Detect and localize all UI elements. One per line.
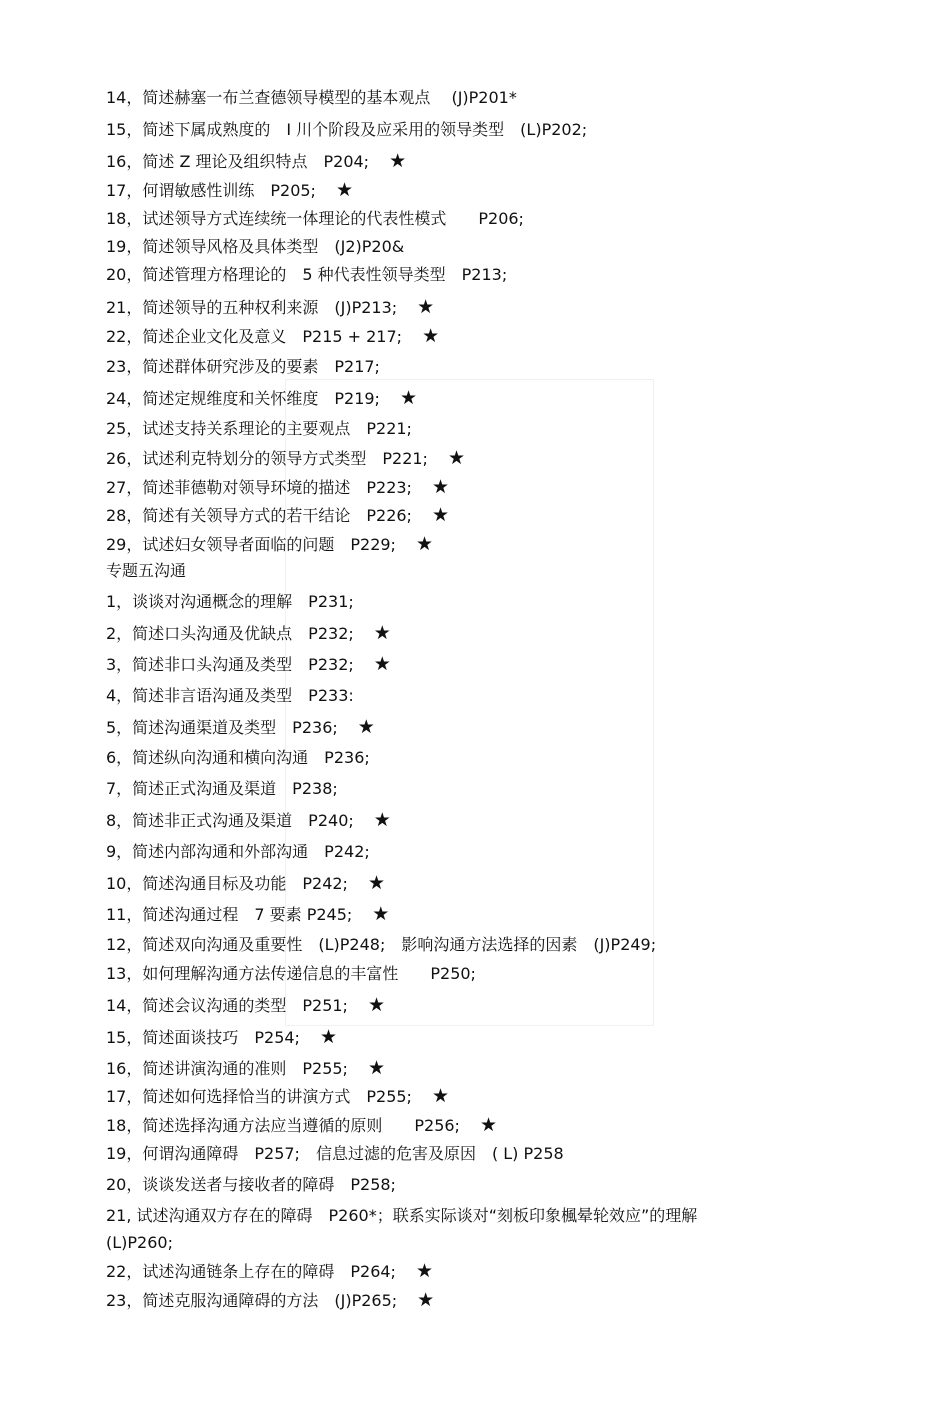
star-icon: ★ <box>431 1085 449 1107</box>
list-item <box>106 151 406 172</box>
star-icon: ★ <box>367 1057 385 1079</box>
star-icon: ★ <box>431 504 449 526</box>
star-icon: ★ <box>367 872 385 894</box>
list-item <box>106 1233 173 1253</box>
list-item-text: 19，何谓沟通障碍 P257; 信息过滤的危害及原因 ( L) P258 <box>106 1144 564 1163</box>
list-item <box>106 686 354 706</box>
list-item <box>106 505 449 526</box>
list-item-text: 14，简述会议沟通的类型 P251; <box>106 996 348 1015</box>
list-item-text: 10，简述沟通目标及功能 P242; <box>106 874 348 893</box>
star-icon: ★ <box>319 1026 337 1048</box>
list-item-text: 12，简述双向沟通及重要性 (L)P248; 影响沟通方法选择的因素 (J)P249; <box>106 935 657 954</box>
list-item <box>106 237 404 257</box>
list-item-text: 15，简述下属成熟度的 I 川个阶段及应采用的领导类型 (L)P202; <box>106 120 588 139</box>
list-item-text: 26，试述利克特划分的领导方式类型 P221; <box>106 449 428 468</box>
list-item <box>106 209 524 229</box>
list-item <box>106 964 476 984</box>
list-item-text: 18，试述领导方式连续统一体理论的代表性模式 P206; <box>106 209 524 228</box>
list-item-text: 4，简述非言语沟通及类型 P233: <box>106 686 354 705</box>
list-item-text: 19，简述领导风格及具体类型 (J2)P20& <box>106 237 405 256</box>
list-item <box>106 477 449 498</box>
list-item <box>106 623 391 644</box>
list-item <box>106 995 385 1016</box>
list-item-text: 20，谈谈发送者与接收者的障碍 P258; <box>106 1175 396 1194</box>
list-item-text: 20，简述管理方格理论的 5 种代表性领导类型 P213; <box>106 265 508 284</box>
list-item-text: 21, 试述沟通双方存在的障碍 P260*；联系实际谈对“刻板印象楓晕轮效应”的理解 <box>106 1206 698 1225</box>
star-icon: ★ <box>373 809 391 831</box>
list-item-text: 22，试述沟通链条上存在的障碍 P264; <box>106 1262 396 1281</box>
list-item-text: 27，简述菲德勒对领导环境的描述 P223; <box>106 478 412 497</box>
star-icon: ★ <box>372 903 390 925</box>
list-item <box>106 904 389 925</box>
star-icon: ★ <box>417 1289 435 1311</box>
list-item <box>106 1086 449 1107</box>
list-item-text: 21，简述领导的五种权利来源 (J)P213; <box>106 298 398 317</box>
list-item <box>106 654 391 675</box>
star-icon: ★ <box>417 296 435 318</box>
list-item-text: 23，简述克服沟通障碍的方法 (J)P265; <box>106 1291 398 1310</box>
list-item-text: 11，简述沟通过程 7 要素 P245; <box>106 905 353 924</box>
list-item <box>106 120 587 140</box>
star-icon: ★ <box>367 994 385 1016</box>
list-item-text: 16，简述 Z 理论及组织特点 P204; <box>106 152 370 171</box>
list-item-text: 8，简述非正式沟通及渠道 P240; <box>106 811 354 830</box>
star-icon: ★ <box>389 150 407 172</box>
list-item-text: 28，简述有关领导方式的若干结论 P226; <box>106 506 412 525</box>
list-item-text: 14，简述赫塞一布兰查德领导模型的基本观点 (J)P201* <box>106 88 517 107</box>
list-item-text: 29，试述妇女领导者面临的问题 P229; <box>106 535 396 554</box>
star-icon: ★ <box>447 447 465 469</box>
star-icon: ★ <box>415 533 433 555</box>
list-item-text: 18，简述选择沟通方法应当遵循的原则 P256; <box>106 1116 460 1135</box>
list-item <box>106 1290 434 1311</box>
list-item-text: 7，简述正式沟通及渠道 P238; <box>106 779 338 798</box>
list-item-text: 3，简述非口头沟通及类型 P232; <box>106 655 354 674</box>
star-icon: ★ <box>373 622 391 644</box>
list-item <box>106 748 370 768</box>
list-item <box>106 717 375 738</box>
list-item-text: 25，试述支持关系理论的主要观点 P221; <box>106 419 412 438</box>
star-icon: ★ <box>335 179 353 201</box>
list-item <box>106 265 507 285</box>
list-item <box>106 1027 337 1048</box>
list-item-text: 2，简述口头沟通及优缺点 P232; <box>106 624 354 643</box>
list-item-text: 17，何谓敏感性训练 P205; <box>106 181 316 200</box>
star-icon: ★ <box>479 1114 497 1136</box>
list-item-text: 15，简述面谈技巧 P254; <box>106 1028 300 1047</box>
list-item-text: (L)P260; <box>106 1233 173 1252</box>
list-item <box>106 1058 385 1079</box>
list-item <box>106 561 186 581</box>
list-item <box>106 534 433 555</box>
star-icon: ★ <box>415 1260 433 1282</box>
star-icon: ★ <box>431 476 449 498</box>
list-item <box>106 1206 697 1226</box>
list-item <box>106 297 434 318</box>
star-icon: ★ <box>399 387 417 409</box>
list-item <box>106 842 370 862</box>
list-item-text: 22，简述企业文化及意义 P215 + 217; <box>106 327 403 346</box>
list-item-text: 16，简述讲演沟通的准则 P255; <box>106 1059 348 1078</box>
list-item <box>106 935 656 955</box>
list-item-text: 5，简述沟通渠道及类型 P236; <box>106 718 338 737</box>
list-item <box>106 1144 564 1164</box>
star-icon: ★ <box>357 716 375 738</box>
list-item <box>106 88 517 108</box>
list-item <box>106 810 391 831</box>
list-item-text: 24，简述定规维度和关怀维度 P219; <box>106 389 380 408</box>
list-item <box>106 180 353 201</box>
list-item <box>106 592 354 612</box>
list-item <box>106 388 417 409</box>
list-item <box>106 419 412 439</box>
list-item-text: 专题五沟通 <box>106 561 187 580</box>
list-item <box>106 357 380 377</box>
list-item-text: 23，简述群体研究涉及的要素 P217; <box>106 357 380 376</box>
list-item <box>106 1115 497 1136</box>
list-item-text: 17，简述如何选择恰当的讲演方式 P255; <box>106 1087 412 1106</box>
list-item-text: 9，简述内部沟通和外部沟通 P242; <box>106 842 370 861</box>
list-item <box>106 1175 396 1195</box>
list-item-text: 6，简述纵向沟通和横向沟通 P236; <box>106 748 370 767</box>
list-item-text: 13，如何理解沟通方法传递信息的丰富性 P250; <box>106 964 476 983</box>
list-item <box>106 779 338 799</box>
list-item-text: 1，谈谈对沟通概念的理解 P231; <box>106 592 354 611</box>
list-item <box>106 873 385 894</box>
list-item <box>106 326 439 347</box>
star-icon: ★ <box>422 325 440 347</box>
star-icon: ★ <box>373 653 391 675</box>
list-item <box>106 1261 433 1282</box>
list-item <box>106 448 465 469</box>
